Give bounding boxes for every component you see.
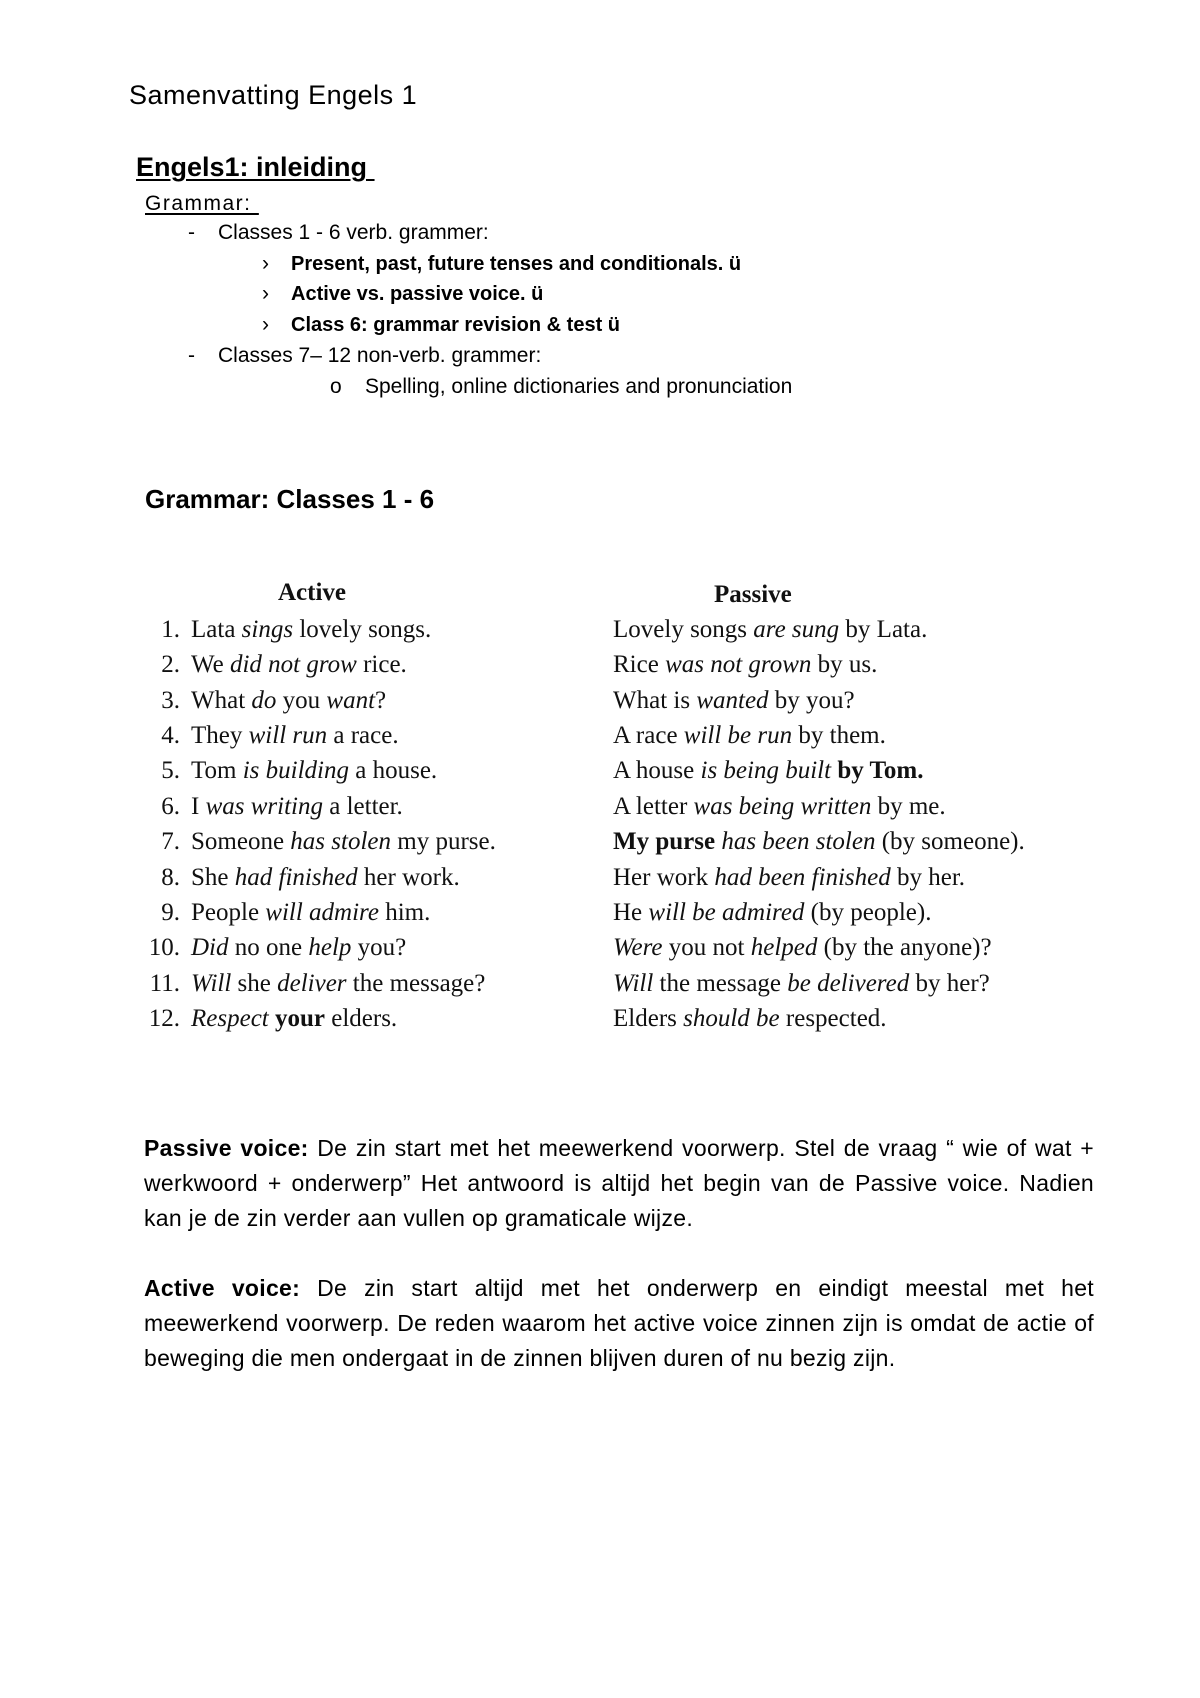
passive-sentence-segment: (by the anyone)? — [817, 934, 992, 962]
passive-sentence-segment: A house — [613, 757, 701, 785]
example-number: 11. — [149, 969, 180, 997]
active-sentence-segment: help — [308, 934, 352, 962]
active-sentence — [191, 683, 386, 718]
passive-sentence-segment: Rice — [613, 651, 666, 679]
active-sentence-segment: Did — [191, 934, 229, 962]
passive-sentence — [613, 895, 931, 930]
passive-sentence-segment: (by people). — [804, 898, 932, 926]
active-sentence — [191, 753, 437, 788]
passive-sentence-segment: by Lata. — [839, 616, 928, 643]
active-sentence-segment: rice. — [356, 651, 407, 679]
passive-sentence-segment: Her work — [613, 863, 715, 891]
passive-sentence-segment: A letter — [613, 792, 694, 820]
grammar-subheading: Grammar: — [145, 192, 252, 215]
passive-voice-paragraph — [144, 1131, 1094, 1236]
passive-sentence-segment: helped — [750, 934, 818, 962]
example-row — [0, 612, 1200, 647]
active-sentence-segment: will run — [248, 722, 328, 750]
outline-item-text: Active vs. passive voice. ü — [291, 283, 544, 306]
outline-item — [0, 249, 1200, 280]
example-number: 9. — [161, 898, 180, 926]
outline-item-text: Classes 7– 12 non-verb. grammer: — [218, 343, 542, 367]
example-row — [0, 753, 1200, 788]
passive-sentence-segment: Will — [613, 969, 654, 997]
passive-sentence — [613, 647, 877, 682]
active-sentence-segment: Will — [191, 969, 232, 997]
active-voice-text: De zin start altijd met het onderwerp en eindigt meestal met het meewerkend voorwerp. De reden waarom het active voice zinnen zijn is omdat de actie of beweging die men ondergaat in de zinnen blijven duren of nu bezig zijn. — [144, 1275, 1094, 1371]
outline-item — [0, 218, 1200, 249]
active-sentence-segment: What — [191, 686, 252, 714]
outline-bullet: › — [262, 313, 269, 337]
active-sentence-segment: my purse. — [391, 828, 496, 856]
outline-item — [0, 372, 1200, 403]
passive-sentence-segment: by you? — [768, 686, 855, 714]
passive-sentence — [613, 930, 992, 965]
example-row — [0, 895, 1200, 930]
passive-sentence — [613, 789, 946, 824]
example-row — [0, 683, 1200, 718]
active-sentence — [191, 612, 431, 647]
passive-sentence-segment: Were — [613, 934, 663, 962]
outline-item-text: Class 6: grammar revision & test ü — [291, 314, 621, 337]
passive-sentence-segment: you not — [662, 934, 751, 962]
active-sentence-segment: want — [326, 686, 376, 714]
active-sentence-segment: a house. — [349, 757, 438, 785]
passive-sentence — [613, 718, 886, 753]
outline-item — [0, 279, 1200, 310]
example-row — [0, 718, 1200, 753]
passive-sentence-segment: by them. — [792, 722, 886, 750]
active-sentence-segment: you? — [351, 934, 407, 962]
active-sentence-segment: her work. — [357, 863, 460, 891]
active-sentence — [191, 824, 496, 859]
active-sentence-segment: had finished — [234, 863, 358, 891]
passive-sentence — [613, 860, 965, 895]
outline-bullet: - — [188, 343, 195, 367]
outline-bullet: o — [330, 374, 342, 398]
passive-sentence-segment: What is — [613, 686, 697, 714]
passive-sentence — [613, 1001, 887, 1036]
example-row — [0, 1001, 1200, 1036]
active-sentence-segment: elders. — [324, 1004, 398, 1032]
passive-sentence-segment: was not grown — [665, 651, 812, 679]
active-sentence-segment: Someone — [191, 828, 291, 856]
outline-item — [0, 341, 1200, 372]
active-sentence-segment: did not grow — [229, 651, 357, 679]
active-sentence-segment: was writing — [205, 792, 323, 820]
example-row — [0, 824, 1200, 859]
course-outline-list — [0, 218, 1200, 408]
passive-sentence-segment: is being built — [700, 757, 832, 785]
example-number: 2. — [161, 651, 180, 679]
active-voice-paragraph — [144, 1271, 1094, 1376]
passive-sentence-segment: by me. — [871, 792, 946, 820]
active-sentence-segment: ? — [375, 686, 387, 714]
active-sentence-segment: People — [191, 898, 266, 926]
example-number: 12. — [148, 1004, 180, 1032]
example-row — [0, 860, 1200, 895]
active-sentence-segment: Tom — [191, 757, 243, 785]
active-sentence-segment: Lata — [191, 616, 242, 643]
passive-sentence-segment: the message — [653, 969, 788, 997]
active-sentence-segment: I — [191, 792, 206, 820]
passive-sentence-segment: Elders — [613, 1004, 684, 1032]
example-rows — [0, 612, 1200, 1042]
active-sentence — [191, 895, 430, 930]
outline-item — [0, 310, 1200, 341]
passive-sentence-segment: A race — [613, 722, 684, 750]
passive-sentence-segment: by us. — [811, 651, 878, 679]
active-sentence — [191, 647, 407, 682]
passive-sentence-segment: will be admired — [648, 898, 805, 926]
outline-bullet: - — [188, 221, 195, 244]
active-sentence-segment: deliver — [277, 969, 347, 997]
example-number: 6. — [161, 792, 180, 820]
passive-sentence-segment: be delivered — [787, 969, 910, 997]
active-sentence-segment: Respect — [191, 1004, 269, 1032]
passive-sentence — [613, 966, 990, 1001]
passive-sentence-segment: Lovely songs — [613, 616, 754, 643]
active-sentence-segment: They — [191, 722, 249, 750]
passive-sentence-segment: by Tom. — [831, 757, 924, 785]
active-sentence-segment: sings — [241, 616, 294, 643]
passive-sentence-segment: He — [613, 898, 649, 926]
passive-sentence-segment: are sung — [753, 616, 840, 643]
outline-bullet: › — [262, 282, 269, 306]
active-sentence — [191, 966, 485, 1001]
active-column-header: Active — [278, 579, 347, 606]
active-sentence-segment: will admire — [265, 898, 379, 926]
grammar-classes-heading: Grammar: Classes 1 - 6 — [145, 484, 435, 514]
example-number: 3. — [161, 686, 180, 714]
passive-voice-text: De zin start met het meewerkend voorwerp. Stel de vraag “ wie of wat + werkwoord + onderwerp” Het antwoord is altijd het begin van de Passive voice. Nadien kan je de zin verder aan vullen op gramaticale wijze. — [144, 1135, 1094, 1231]
passive-voice-label: Passive voice: — [144, 1135, 309, 1161]
example-number: 10. — [148, 934, 180, 962]
active-sentence-segment: do — [251, 686, 277, 714]
outline-item-text: Classes 1 - 6 verb. grammer: — [218, 221, 489, 244]
passive-sentence-segment: has been stolen — [721, 828, 876, 856]
outline-item-text: Spelling, online dictionaries and pronunciation — [365, 374, 793, 398]
active-voice-label: Active voice: — [144, 1275, 301, 1301]
active-sentence-segment: you — [276, 686, 327, 714]
passive-sentence — [613, 824, 1025, 859]
example-number: 1. — [161, 616, 180, 643]
active-sentence — [191, 718, 399, 753]
active-sentence-segment: We — [191, 651, 230, 679]
active-sentence-segment: no one — [228, 934, 309, 962]
passive-sentence-segment: respected. — [779, 1004, 887, 1032]
passive-sentence-segment: will be run — [683, 722, 793, 750]
active-sentence — [191, 1001, 397, 1036]
active-sentence-segment: has stolen — [290, 828, 391, 856]
passive-sentence — [613, 753, 923, 788]
passive-sentence-segment: wanted — [696, 686, 769, 714]
active-sentence-segment: is building — [242, 757, 349, 785]
active-sentence-segment: She — [191, 863, 235, 891]
active-sentence-segment: a race. — [327, 722, 399, 750]
example-row — [0, 647, 1200, 682]
example-row — [0, 966, 1200, 1001]
section-heading: Engels1: inleiding — [136, 152, 368, 182]
active-sentence — [191, 860, 460, 895]
active-sentence-segment: lovely songs. — [293, 616, 432, 643]
example-number: 7. — [161, 828, 180, 856]
outline-item-text: Present, past, future tenses and conditionals. ü — [291, 252, 742, 275]
example-row — [0, 789, 1200, 824]
example-row — [0, 930, 1200, 965]
passive-sentence-segment: was being written — [693, 792, 872, 820]
passive-sentence-segment: My purse — [613, 828, 722, 856]
passive-sentence-segment: (by someone). — [875, 828, 1025, 856]
example-number: 8. — [161, 863, 180, 891]
active-sentence-segment: him. — [378, 898, 431, 926]
active-sentence — [191, 930, 406, 965]
document-title: Samenvatting Engels 1 — [129, 80, 418, 110]
outline-bullet: › — [262, 251, 269, 275]
active-sentence — [191, 789, 403, 824]
passive-sentence-segment: should be — [683, 1004, 780, 1032]
active-sentence-segment: the message? — [346, 969, 486, 997]
active-sentence-segment: your — [274, 1004, 325, 1032]
active-sentence-segment: a letter. — [322, 792, 403, 820]
example-number: 5. — [161, 757, 180, 785]
passive-sentence — [613, 612, 927, 647]
passive-sentence — [613, 683, 855, 718]
active-sentence-segment: she — [231, 969, 278, 997]
passive-sentence-segment: had been finished — [714, 863, 891, 891]
passive-sentence-segment: by her. — [890, 863, 966, 891]
passive-column-header: Passive — [714, 581, 792, 608]
example-number: 4. — [161, 722, 180, 750]
passive-sentence-segment: by her? — [909, 969, 990, 997]
